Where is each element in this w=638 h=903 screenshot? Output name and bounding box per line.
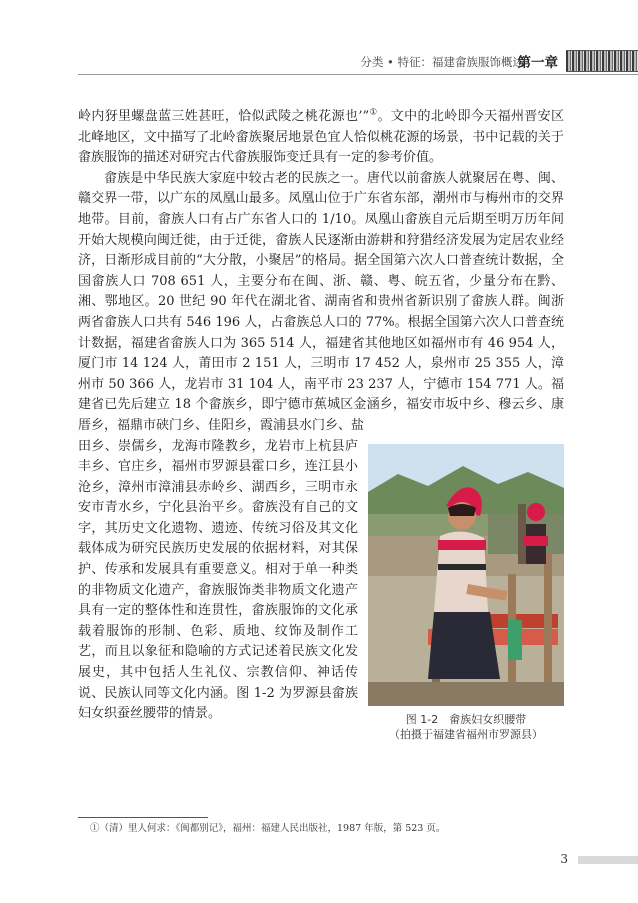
p2-part2: 田乡、崇儒乡，龙海市隆教乡，龙岩市上杭县庐丰乡、官庄乡，福州市罗源县霍口乡，连江县小沧乡，漳州市漳浦县赤岭乡、湖西乡，三明市永安市青水乡，宁化县治平乡。畲族没有自己的文字，其历史文化遗物、遗迹、传统习俗及其文化载体成为研究民族历史发展的依据材料，对其保护、传承和发展具有重要意义。相对于单一种类的非物质文化遗产，畲族服饰类非物质文化遗产具有一定的整体性和连贯性，畲族服饰的文化承载着服饰的形制、色彩、质地、纹饰及制作工艺，而且以象征和隐喻的方式记述着民族文化发展史，其中包括人生礼仪、宗教信仰、神话传说、民族认同等文化内涵。图 1-2 为罗源县畲族妇女织蚕丝腰带的情景。 bbox=[78, 438, 358, 722]
figure-1-2 bbox=[368, 444, 564, 742]
footnote: ①（清）里人何求：《闽都别记》，福州：福建人民出版社，1987 年版，第 523 页。 bbox=[90, 823, 446, 834]
p2-part1: 畲族是中华民族大家庭中较古老的民族之一。唐代以前畲族人就聚居在粤、闽、赣交界一带，以广东的凤凰山最多。凤凰山位于广东省东部，潮州市与梅州市的交界地带。目前，畲族人口有占广东省人口的 1/10。凤凰山畲族自元后期至明万历年间开始大规模向闽迁徙，由于迁徙，畲族人民逐渐由游耕和狩猎经济发展为定居农业经济，日渐形成目前的“大分散，小聚居”的格局。据全国第六次人口普查统计数据，全国畲族人口 708 651 人，主要分布在闽、浙、赣、粤、皖五省，少量分布在黔、湘、鄂地区。20 世纪 90 年代在湖北省、湖南省和贵州省新识别了畲族人群。闽浙两省畲族人口共有 546 196 人，占畲族总人口的 77%。根据全国第六次人口普查统计数据，福建省畲族人口为 365 514 人，福建省其他地区如福州市有 46 954 人，厦门市 14 124 人，莆田市 2 151 人，三明市 17 452 人，泉州市 25 355 人，漳州市 50 366 人，龙岩市 31 104 人，南平市 23 237 人，宁德市 154 771 人。福建省已先后建立 18 个畲族乡，即宁德市蕉城区金涵乡，福安市坂中乡、穆云乡、康厝乡，福鼎市硖门乡、佳阳乡，霞浦县水门乡、盐 bbox=[78, 170, 564, 433]
header-chapter: 第一章 bbox=[517, 55, 558, 71]
figure-caption bbox=[368, 712, 564, 742]
body-text bbox=[78, 107, 564, 742]
paragraph-1 bbox=[78, 107, 564, 169]
running-header bbox=[0, 46, 638, 76]
p1-text: 岭内犽里螺盘蓝三姓甚旺，恰似武陵之桃花源也’” bbox=[78, 109, 370, 124]
page-edge-bar bbox=[578, 856, 638, 864]
footnote-ref[interactable]: ① bbox=[369, 107, 378, 118]
p1-rest: 。文中的北岭即今天福州晋安区北峰地区，文中描写了北岭畲族聚居地景色宜人恰似桃花源的场景，书中记载的关于畲族服饰的描述对研究古代畲族服饰变迁具有一定的参考价值。 bbox=[78, 109, 564, 166]
header-rule bbox=[78, 74, 638, 75]
page-number: 3 bbox=[560, 852, 568, 866]
header-section-title: 分类 • 特征：福建畲族服饰概述 bbox=[360, 55, 524, 69]
header-ornament bbox=[566, 50, 638, 72]
paragraph-2 bbox=[78, 169, 564, 437]
photo-weaving-woman bbox=[368, 444, 564, 706]
caption-title: 图 1-2 畲族妇女织腰带 bbox=[405, 712, 527, 726]
footnote-rule bbox=[78, 817, 208, 818]
caption-location: （拍摄于福建省福州市罗源县） bbox=[389, 727, 543, 741]
